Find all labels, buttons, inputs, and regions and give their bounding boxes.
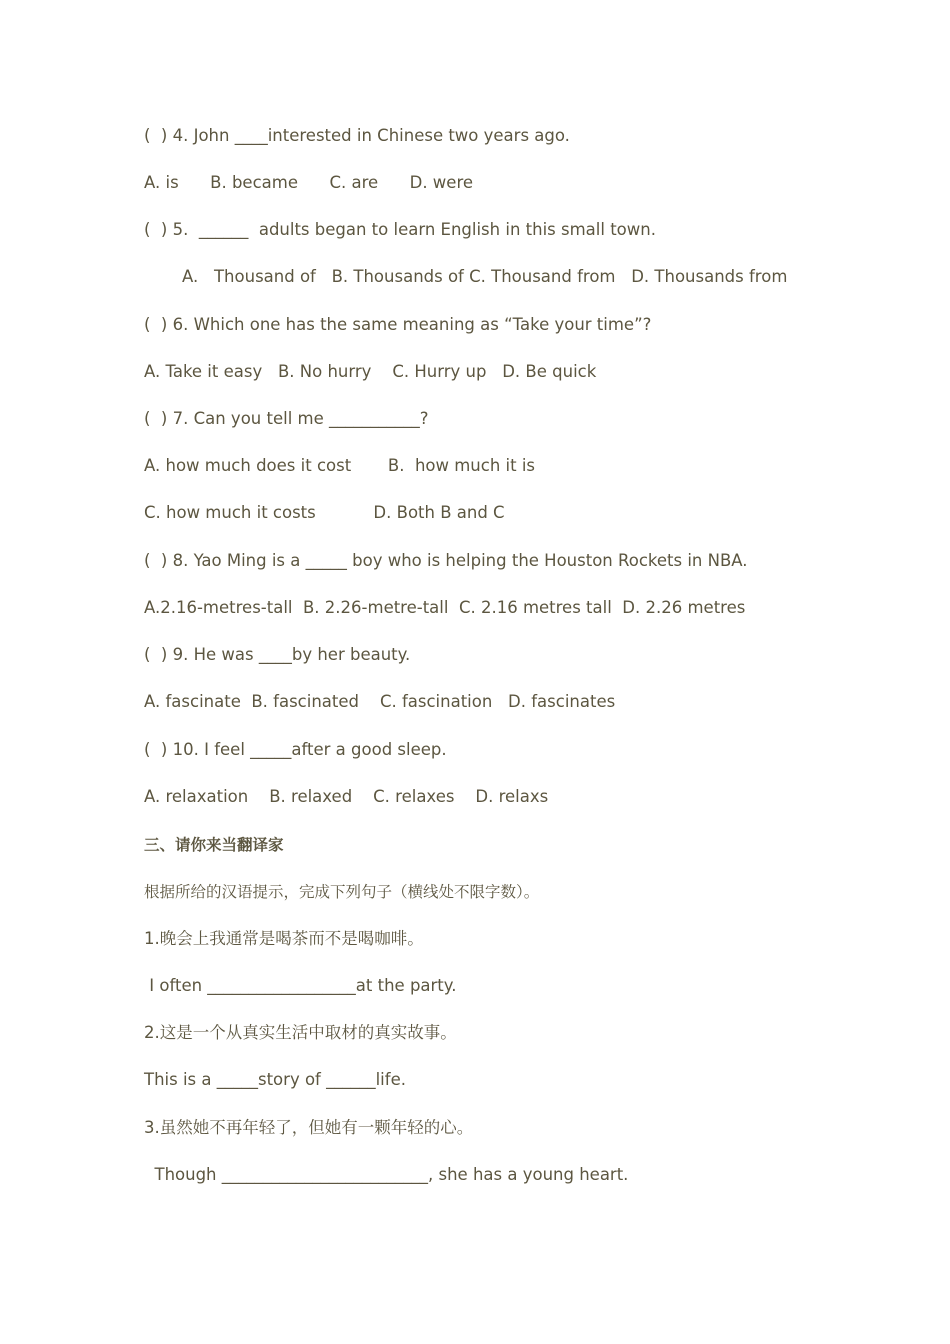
question-5: ( ) 5. ______ adults began to learn English in this small town. — [144, 220, 656, 239]
section-3-instructions: 根据所给的汉语提示，完成下列句子（横线处不限字数）。 — [144, 883, 540, 901]
translation-1-prompt: 1.晚会上我通常是喝茶而不是喝咖啡。 — [144, 929, 424, 948]
question-8-options: A.2.16-metres-tall B. 2.26-metre-tall C. 2.16 metres tall D. 2.26 metres — [144, 598, 746, 617]
question-9: ( ) 9. He was ____by her beauty. — [144, 645, 411, 664]
translation-2-sentence: This is a _____story of ______life. — [144, 1070, 406, 1089]
question-7-options-cd: C. how much it costs D. Both B and C — [144, 503, 505, 522]
question-6-options: A. Take it easy B. No hurry C. Hurry up D. Be quick — [144, 362, 597, 381]
question-10-options: A. relaxation B. relaxed C. relaxes D. relaxs — [144, 787, 549, 806]
translation-3-sentence: Though _________________________, she has a young heart. — [144, 1165, 629, 1184]
translation-3-prompt: 3.虽然她不再年轻了，但她有一颗年轻的心。 — [144, 1118, 474, 1137]
question-4-options: A. is B. became C. are D. were — [144, 173, 474, 192]
question-5-options: A. Thousand of B. Thousands of C. Thousand from D. Thousands from — [182, 267, 788, 286]
question-10: ( ) 10. I feel _____after a good sleep. — [144, 740, 447, 759]
section-3-heading: 三、请你来当翻译家 — [144, 835, 284, 854]
question-8: ( ) 8. Yao Ming is a _____ boy who is helping the Houston Rockets in NBA. — [144, 551, 748, 570]
question-7-options-ab: A. how much does it cost B. how much it is — [144, 456, 536, 475]
question-9-options: A. fascinate B. fascinated C. fascination D. fascinates — [144, 692, 616, 711]
question-6: ( ) 6. Which one has the same meaning as “Take your time”? — [144, 315, 652, 334]
translation-1-sentence: I often __________________at the party. — [144, 976, 457, 995]
translation-2-prompt: 2.这是一个从真实生活中取材的真实故事。 — [144, 1023, 457, 1042]
question-4: ( ) 4. John ____interested in Chinese two years ago. — [144, 126, 570, 145]
question-7: ( ) 7. Can you tell me ___________? — [144, 409, 429, 428]
